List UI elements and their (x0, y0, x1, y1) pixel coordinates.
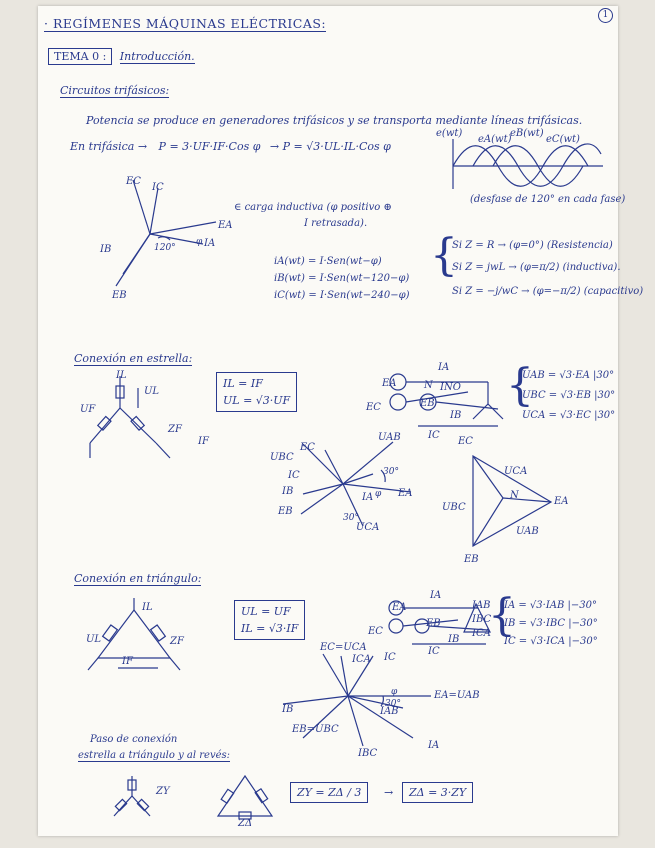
star-phasor-ic: IC (288, 470, 300, 481)
star-net-ic: IC (428, 430, 440, 441)
notebook-page (38, 6, 644, 836)
delta-eq-brace: { (488, 590, 516, 641)
delta-net-ia: IA (430, 590, 442, 601)
svg-text:120°: 120° (154, 243, 176, 253)
phasor-label-ea: EA (218, 220, 233, 231)
phasor-label-ia: IA (204, 238, 216, 249)
triangle-label-n: N (510, 490, 519, 501)
power-line (70, 140, 391, 153)
star-eq-uab: UAB = √3·EA |30° (522, 370, 615, 381)
wave-note: (desfase de 120° en cada fase) (470, 194, 626, 205)
power-label: En trifásica → (70, 140, 148, 153)
delta-eq-ic: IC = √3·ICA |−30° (504, 636, 598, 647)
delta-impedance-sketch (210, 772, 280, 822)
delta-relations-box (234, 600, 305, 640)
delta-net-ea: EA (392, 602, 407, 613)
star-net-ec: EC (366, 402, 381, 413)
triangle-label-ec: EC (458, 436, 473, 447)
delta-phasor-ibc: IBC (358, 748, 378, 759)
delta-net-eb: EB (426, 618, 441, 629)
topic-number: TEMA 0 : (48, 48, 112, 65)
triangle-label-uca: UCA (504, 466, 528, 477)
delta-phasor-ic: IC (384, 652, 396, 663)
star-net-ino: INO (440, 382, 461, 393)
star-voltage-triangle (433, 446, 563, 556)
delta-eq-ia: IA = √3·IAB |−30° (504, 600, 597, 611)
star-phasor-ia: IA (362, 492, 374, 503)
case-capacitive: Si Z = −j/wC → (φ=−π/2) (capacitivo) (452, 286, 644, 297)
star-eq-brace: { (506, 360, 534, 411)
star-phasor-ib: IB (282, 486, 294, 497)
star-impedance-sketch (102, 772, 162, 822)
svg-text:φ: φ (391, 687, 398, 697)
power-formula-2: → P = √3·UL·IL·Cos φ (269, 140, 391, 153)
svg-text:30°: 30° (343, 513, 359, 523)
star-phasor-diagram (263, 434, 423, 534)
delta-box-voltage: UL = UF (241, 605, 291, 618)
delta-eq-ib: IB = √3·IBC |−30° (504, 618, 598, 629)
delta-net-ic: IC (428, 646, 440, 657)
topic-label (48, 48, 195, 65)
star-network-diagram (378, 364, 513, 434)
star-label-uf: UF (80, 404, 96, 415)
case-inductive: Si Z = jwL → (φ=π/2) (inductiva). (452, 262, 621, 273)
triangle-label-eb: EB (464, 554, 479, 565)
star-box-voltage: UL = √3·UF (223, 394, 291, 407)
delta-phasor-diagram (263, 646, 433, 756)
conversion-formula-1 (290, 782, 368, 803)
conversion-formula-2 (402, 782, 473, 803)
delta-phasor-eb-ubc: EB=UBC (292, 724, 339, 735)
star-net-ia: IA (438, 362, 450, 373)
star-relations-box (216, 372, 297, 412)
delta-label-if: IF (122, 656, 133, 667)
star-eq-ubc: UBC = √3·EB |30° (522, 390, 616, 401)
cases-brace: { (430, 230, 458, 281)
page-number: 1 (598, 8, 613, 23)
star-phasor-uab: UAB (378, 432, 401, 443)
star-circuit (78, 368, 198, 468)
current-eq-a: iA(wt) = I·Sen(wt−φ) (274, 256, 382, 267)
delta-impedance-label: ZΔ (238, 818, 253, 829)
phasor-label-ec: EC (126, 176, 141, 187)
svg-text:φ: φ (375, 489, 382, 499)
svg-text:φ: φ (196, 237, 203, 247)
delta-net-ib: IB (448, 634, 460, 645)
star-phasor-ec: EC (300, 442, 315, 453)
case-resistive: Si Z = R → (φ=0°) (Resistencia) (452, 240, 613, 251)
star-phasor-eb: EB (278, 506, 293, 517)
star-impedance-label: ZY (156, 786, 170, 797)
triangle-label-uab: UAB (516, 526, 539, 537)
delta-net-ec: EC (368, 626, 383, 637)
delta-phasor-ica: ICA (352, 654, 371, 665)
svg-text:30°: 30° (385, 699, 401, 709)
star-heading: Conexión en estrella: (74, 352, 193, 365)
power-formula-1: P = 3·UF·IF·Cos φ (158, 140, 261, 153)
delta-phasor-ib: IB (282, 704, 294, 715)
triangle-label-ubc: UBC (442, 502, 466, 513)
conversion-formula-delta: ZΔ = 3·ZY (409, 786, 467, 799)
delta-heading: Conexión en triángulo: (74, 572, 202, 585)
star-label-zf: ZF (168, 424, 182, 435)
delta-phasor-ia: IA (428, 740, 440, 751)
delta-box-current: IL = √3·IF (241, 622, 299, 635)
star-eq-uca: UCA = √3·EC |30° (522, 410, 616, 421)
delta-phasor-ec-uca: EC=UCA (320, 642, 367, 653)
star-net-eb: EB (420, 398, 435, 409)
phasor-label-ic: IC (152, 182, 164, 193)
star-box-current: IL = IF (223, 377, 263, 390)
conversion-heading-2: estrella a triángulo y al revés: (78, 750, 231, 761)
delta-label-il: IL (142, 602, 153, 613)
star-net-ea: EA (382, 378, 397, 389)
phasor-label-ib: IB (100, 244, 112, 255)
current-eq-b: iB(wt) = I·Sen(wt−120−φ) (274, 273, 410, 284)
star-net-n: N (424, 380, 433, 391)
conversion-arrow: → (384, 786, 394, 799)
wave-label-eb: eB(wt) (510, 128, 544, 139)
phasor-label-eb: EB (112, 290, 127, 301)
conversion-formula-star: ZY = ZΔ / 3 (297, 786, 362, 799)
star-phasor-ea: EA (398, 488, 413, 499)
three-phase-intro: Potencia se produce en generadores trifásicos y se transporta mediante líneas trifásicas. (86, 114, 583, 127)
delta-label-zf: ZF (170, 636, 184, 647)
three-phase-heading: Circuitos trifásicos: (60, 84, 170, 97)
wave-label-ec: eC(wt) (546, 134, 580, 145)
load-note-1: ∈ carga inductiva (φ positivo ⊕ (234, 202, 392, 213)
star-net-ib: IB (450, 410, 462, 421)
page-title: · REGÍMENES MÁQUINAS ELÉCTRICAS: (44, 16, 327, 31)
delta-phasor-ea-uab: EA=UAB (434, 690, 480, 701)
svg-text:30°: 30° (383, 467, 399, 477)
delta-net-ica: ICA (472, 628, 491, 639)
delta-net-iab: IAB (472, 600, 491, 611)
star-phasor-ubc: UBC (270, 452, 294, 463)
delta-net-ibc: IBC (472, 614, 492, 625)
star-label-if: IF (198, 436, 209, 447)
delta-phasor-iab: IAB (380, 706, 399, 717)
triangle-label-ea: EA (554, 496, 569, 507)
current-eq-c: iC(wt) = I·Sen(wt−240−φ) (274, 290, 410, 301)
star-phasor-uca: UCA (356, 522, 380, 533)
conversion-heading-1: Paso de conexión (90, 734, 178, 745)
topic-title: Introducción. (119, 50, 195, 63)
delta-label-ul: UL (86, 634, 102, 645)
star-label-il: IL (116, 370, 127, 381)
wave-label-e: e(wt) (436, 128, 463, 139)
wave-label-ea: eA(wt) (478, 134, 512, 145)
load-note-2: I retrasada). (304, 218, 368, 229)
star-label-ul: UL (144, 386, 160, 397)
